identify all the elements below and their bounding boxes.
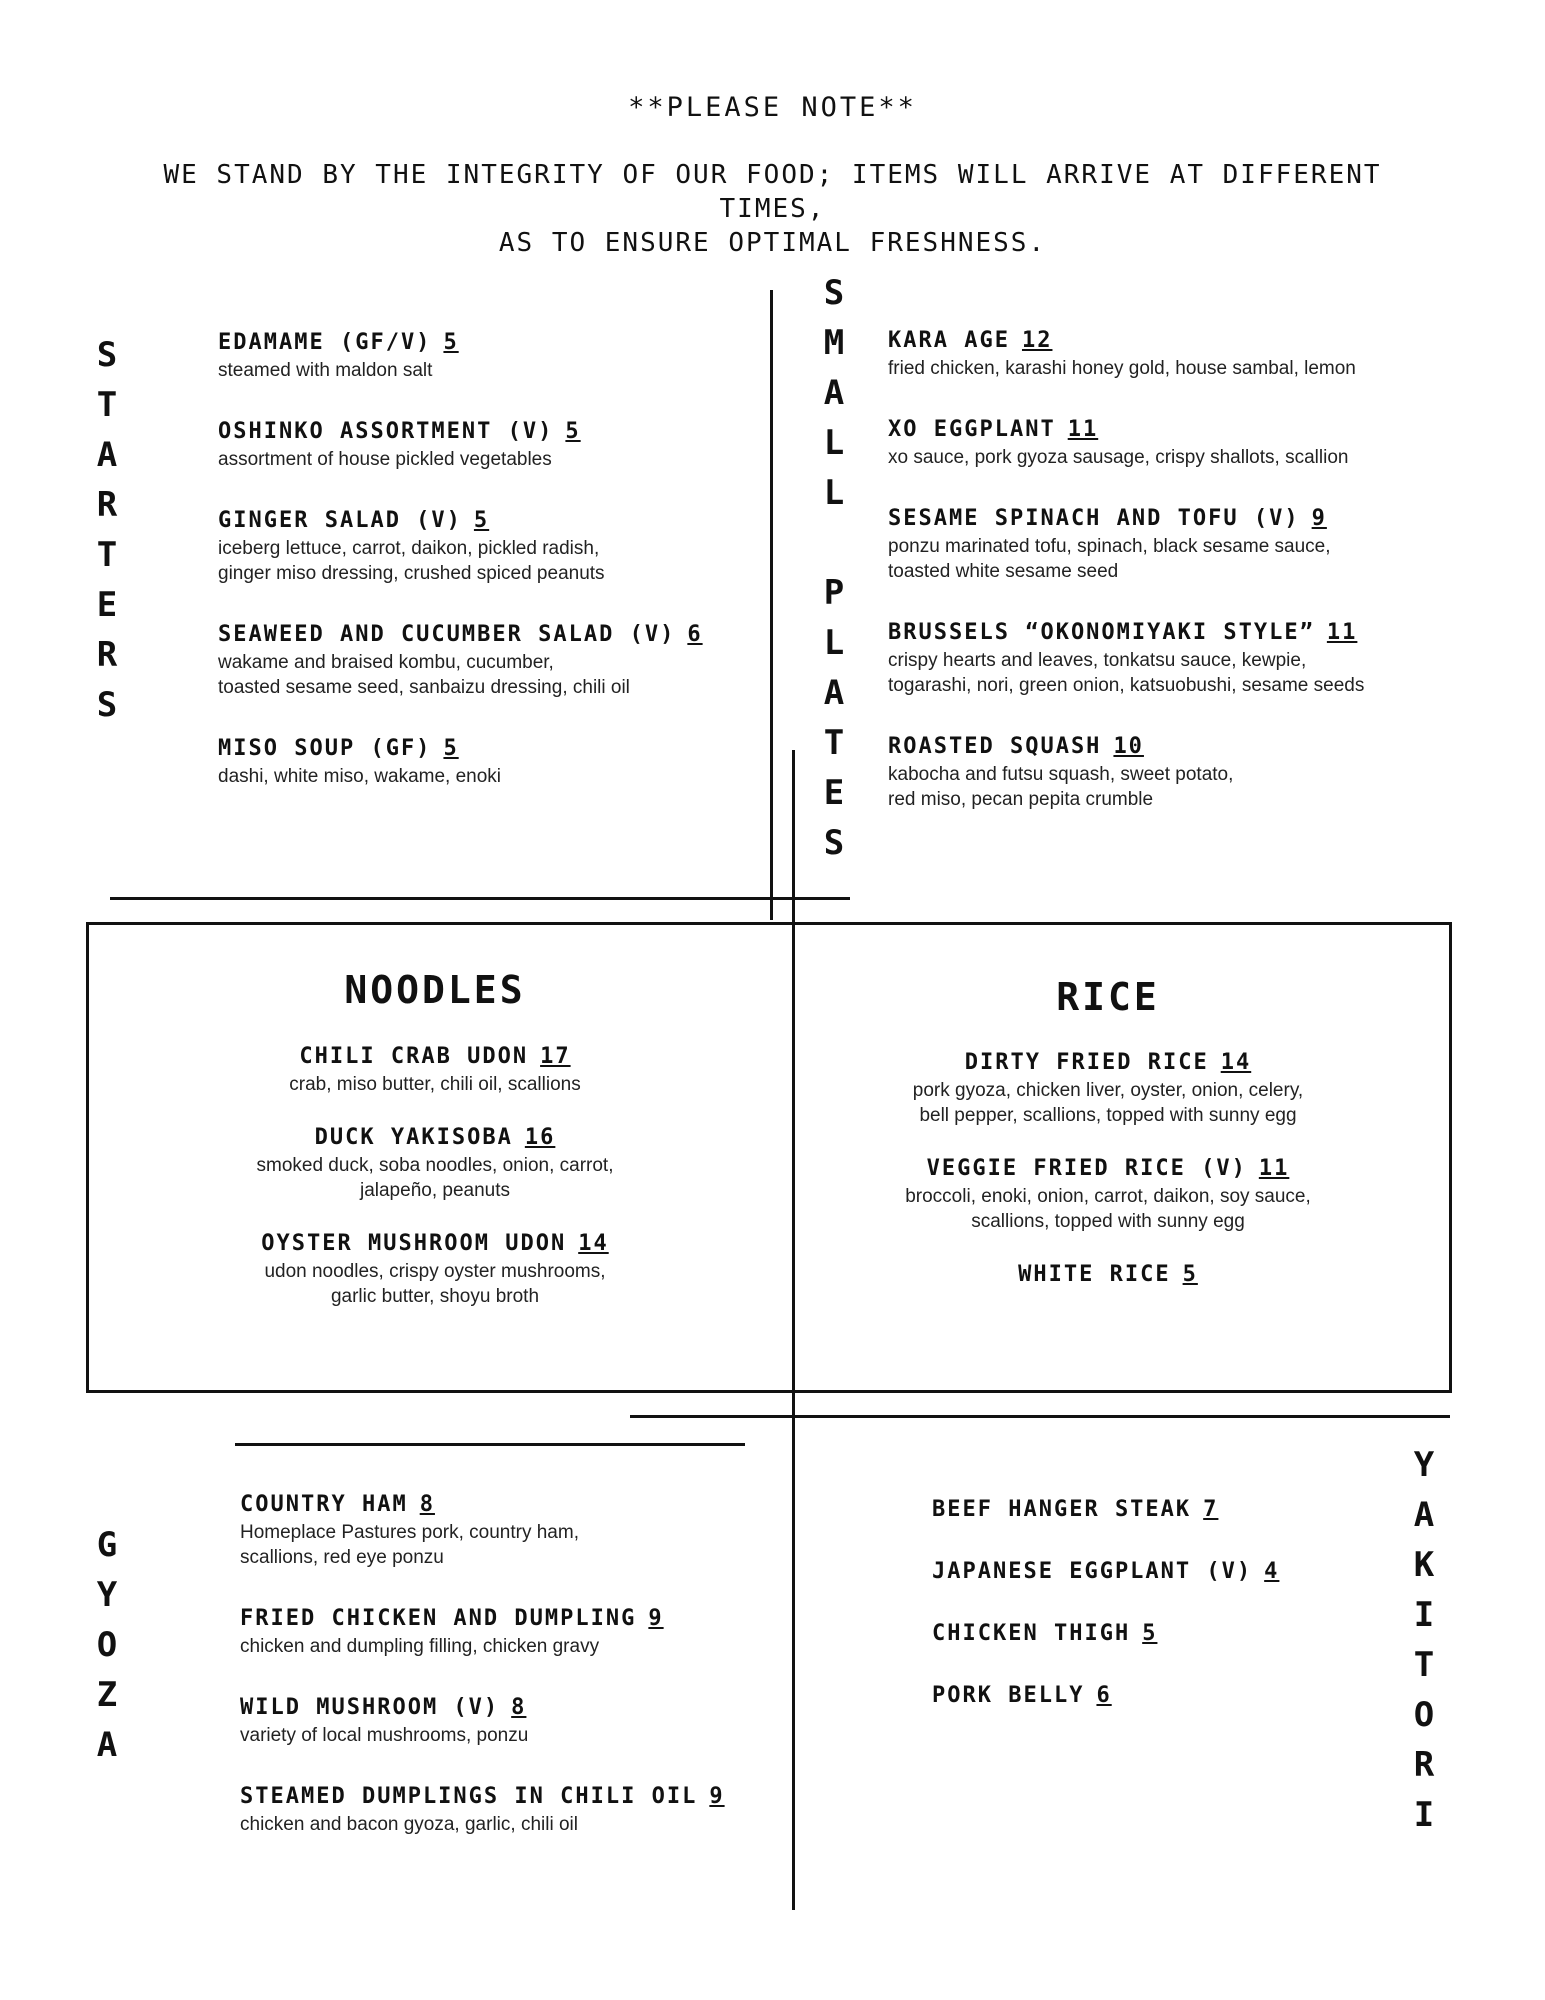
menu-item-description: xo sauce, pork gyoza sausage, crispy shallots, scallion: [888, 447, 1349, 468]
section-label-letter: S: [823, 273, 847, 313]
menu-item-title-line: [218, 417, 758, 447]
menu-item-price: 6: [1096, 1683, 1112, 1708]
menu-item-description: steamed with maldon salt: [218, 360, 433, 381]
menu-item: [888, 732, 1448, 812]
menu-item-description: ponzu marinated tofu, spinach, black sesame sauce,: [888, 536, 1331, 557]
menu-item: [932, 1619, 1372, 1649]
menu-item-description: garlic butter, shoyu broth: [330, 1286, 540, 1307]
menu-item-title-line: [218, 734, 758, 764]
menu-item-price: 11: [1326, 620, 1358, 645]
menu-item-description: scallions, red eye ponzu: [240, 1547, 444, 1568]
menu-item-name: CHICKEN THIGH: [932, 1621, 1131, 1646]
menu-item-name: JAPANESE EGGPLANT (V): [932, 1559, 1253, 1584]
menu-item-description: chicken and bacon gyoza, garlic, chili oil: [240, 1814, 578, 1835]
menu-item-title-line: [218, 506, 758, 536]
menu-item: [218, 620, 758, 700]
menu-item-description: pork gyoza, chicken liver, oyster, onion, celery,: [912, 1080, 1304, 1101]
menu-item-title-line: [240, 1693, 770, 1723]
section-label-letter: O: [1413, 1695, 1437, 1735]
menu-item: [205, 1123, 665, 1203]
section-label-letter: R: [1413, 1745, 1437, 1785]
menu-item-description: scallions, topped with sunny egg: [971, 1211, 1245, 1232]
menu-item-price: 5: [473, 508, 490, 533]
menu-item-description: crab, miso butter, chili oil, scallions: [289, 1074, 581, 1095]
menu-item-name: DIRTY FRIED RICE: [964, 1050, 1209, 1075]
menu-item-price: 11: [1258, 1156, 1290, 1181]
section-label-letter: R: [96, 485, 120, 525]
menu-item-title-line: [240, 1604, 770, 1634]
menu-item: [878, 1154, 1338, 1234]
menu-item-name: MISO SOUP (GF): [218, 736, 432, 761]
menu-item-price: 9: [648, 1606, 664, 1631]
menu-item-name: WILD MUSHROOM (V): [240, 1695, 500, 1720]
menu-item: [888, 618, 1448, 698]
menu-item-title-line: [205, 1042, 665, 1072]
yakitori-section-label: [1405, 1440, 1445, 1840]
menu-item-description: toasted white sesame seed: [888, 561, 1119, 582]
starters-item-list: [218, 328, 758, 823]
menu-item-price: 17: [540, 1044, 571, 1069]
menu-item-name: SEAWEED AND CUCUMBER SALAD (V): [218, 622, 676, 647]
menu-item-name: XO EGGPLANT: [888, 417, 1056, 442]
section-label-letter: A: [96, 435, 120, 475]
menu-item-description: fried chicken, karashi honey gold, house sambal, lemon: [888, 358, 1356, 379]
menu-item-title-line: [218, 328, 758, 358]
section-label-letter: T: [96, 385, 120, 425]
menu-item-name: KARA AGE: [888, 328, 1010, 353]
menu-item: [240, 1604, 770, 1659]
menu-item-price: 5: [443, 736, 459, 761]
menu-item-title-line: [240, 1490, 770, 1520]
menu-item-price: 8: [419, 1492, 435, 1517]
menu-item: [240, 1782, 770, 1837]
menu-item: [218, 506, 758, 586]
section-label-letter: K: [1413, 1545, 1437, 1585]
menu-item-name: FRIED CHICKEN AND DUMPLING: [240, 1606, 637, 1631]
menu-item-price: 8: [511, 1695, 527, 1720]
menu-item-description: iceberg lettuce, carrot, daikon, pickled radish,: [218, 538, 600, 559]
menu-item: [218, 734, 758, 789]
rice-item-list: [878, 1048, 1338, 1316]
menu-item-name: CHILI CRAB UDON: [299, 1044, 529, 1069]
menu-item-price: 5: [443, 330, 459, 355]
menu-item-name: STEAMED DUMPLINGS IN CHILI OIL: [240, 1784, 698, 1809]
section-label-letter: Y: [1413, 1445, 1437, 1485]
section-label-letter: A: [96, 1725, 120, 1765]
section-label-letter: Z: [96, 1675, 120, 1715]
small-plates-item-list: [888, 326, 1448, 846]
menu-item-title-line: [888, 415, 1448, 445]
menu-item-description: chicken and dumpling filling, chicken gravy: [240, 1636, 600, 1657]
noodles-item-list: [205, 1042, 665, 1335]
yakitori-item-list: [932, 1495, 1372, 1743]
menu-item-title-line: [878, 1048, 1338, 1078]
section-label-letter: L: [823, 623, 847, 663]
menu-item-description: variety of local mushrooms, ponzu: [240, 1725, 529, 1746]
menu-item-description: udon noodles, crispy oyster mushrooms,: [264, 1261, 606, 1282]
menu-item-title-line: [205, 1123, 665, 1153]
section-label-letter: L: [823, 473, 847, 513]
menu-item: [240, 1693, 770, 1748]
menu-item: [932, 1681, 1372, 1711]
section-label-letter: S: [96, 335, 120, 375]
section-label-letter: A: [823, 373, 847, 413]
menu-item-description: Homeplace Pastures pork, country ham,: [240, 1522, 579, 1543]
menu-item-title-line: [240, 1782, 770, 1812]
section-label-letter: S: [823, 823, 847, 863]
menu-item-description: ginger miso dressing, crushed spiced peanuts: [218, 563, 605, 584]
menu-item-description: wakame and braised kombu, cucumber,: [218, 652, 554, 673]
menu-item-name: WHITE RICE: [1018, 1262, 1171, 1287]
upper-horizontal-line: [110, 897, 850, 900]
note-text: [130, 158, 1415, 260]
section-label-letter: L: [823, 423, 847, 463]
menu-item: [888, 415, 1448, 470]
menu-item-title-line: [205, 1229, 665, 1259]
note-line-1: WE STAND BY THE INTEGRITY OF OUR FOOD; ITEMS WILL ARRIVE AT DIFFERENT TIMES,: [163, 160, 1382, 224]
menu-item-description: togarashi, nori, green onion, katsuobushi, sesame seeds: [888, 675, 1365, 696]
menu-item: [205, 1229, 665, 1309]
menu-item-title-line: [888, 504, 1448, 534]
menu-item: [932, 1557, 1372, 1587]
menu-item-title-line: [888, 618, 1448, 648]
section-label-letter: Y: [96, 1575, 120, 1615]
menu-item-title-line: [878, 1154, 1338, 1184]
menu-item-name: COUNTRY HAM: [240, 1492, 408, 1517]
lower-horizontal-line-right: [630, 1415, 1450, 1418]
menu-item-description: jalapeño, peanuts: [359, 1180, 510, 1201]
menu-item: [205, 1042, 665, 1097]
menu-item-price: 10: [1113, 734, 1144, 759]
gyoza-item-list: [240, 1490, 770, 1871]
menu-item-price: 6: [687, 622, 703, 647]
gyoza-section-label: [88, 1520, 128, 1770]
section-label-letter: I: [1413, 1795, 1437, 1835]
menu-item-name: BEEF HANGER STEAK: [932, 1497, 1192, 1522]
menu-item: [932, 1495, 1372, 1525]
menu-item-name: DUCK YAKISOBA: [314, 1125, 513, 1150]
menu-item-description: dashi, white miso, wakame, enoki: [218, 766, 502, 787]
menu-item-price: 12: [1021, 328, 1053, 353]
menu-item: [888, 326, 1448, 381]
menu-item-price: 7: [1203, 1497, 1219, 1522]
menu-item-title-line: [218, 620, 758, 650]
menu-item: [218, 417, 758, 472]
menu-item-price: 9: [1311, 506, 1327, 531]
small-plates-section-label: [815, 268, 855, 868]
menu-item: [888, 504, 1448, 584]
menu-item-price: 16: [524, 1125, 556, 1150]
noodles-title: NOODLES: [344, 968, 526, 1012]
section-label-letter: R: [96, 635, 120, 675]
menu-item: [878, 1260, 1338, 1290]
menu-item-price: 5: [1142, 1621, 1158, 1646]
menu-item-price: 5: [1182, 1262, 1198, 1287]
section-label-letter: A: [823, 673, 847, 713]
menu-item-name: BRUSSELS “OKONOMIYAKI STYLE”: [888, 620, 1315, 645]
menu-item: [878, 1048, 1338, 1128]
section-label-letter: S: [96, 685, 120, 725]
menu-item-description: red miso, pecan pepita crumble: [888, 789, 1154, 810]
section-label-letter: A: [1413, 1495, 1437, 1535]
menu-item-description: bell pepper, scallions, topped with sunny egg: [919, 1105, 1297, 1126]
starters-section-label: [88, 330, 128, 730]
section-label-letter: E: [96, 585, 120, 625]
menu-item-name: ROASTED SQUASH: [888, 734, 1102, 759]
section-label-letter: O: [96, 1625, 120, 1665]
section-label-letter: M: [823, 323, 847, 363]
section-label-letter: P: [823, 573, 847, 613]
menu-item-title-line: [888, 326, 1448, 356]
menu-item-description: crispy hearts and leaves, tonkatsu sauce, kewpie,: [888, 650, 1307, 671]
section-label-letter: T: [823, 723, 847, 763]
menu-item-price: 9: [709, 1784, 725, 1809]
menu-item-name: OSHINKO ASSORTMENT (V): [218, 419, 554, 444]
menu-item-name: EDAMAME (GF/V): [218, 330, 432, 355]
menu-item-price: 5: [565, 419, 581, 444]
menu-item: [218, 328, 758, 383]
menu-item: [240, 1490, 770, 1570]
menu-item-title-line: [932, 1495, 1372, 1525]
menu-item-title-line: [878, 1260, 1338, 1290]
menu-item-description: smoked duck, soba noodles, onion, carrot,: [256, 1155, 614, 1176]
menu-item-name: GINGER SALAD (V): [218, 508, 462, 533]
menu-item-description: toasted sesame seed, sanbaizu dressing, chili oil: [218, 677, 630, 698]
menu-item-title-line: [932, 1619, 1372, 1649]
section-label-letter: T: [1413, 1645, 1437, 1685]
note-title: **PLEASE NOTE**: [628, 92, 917, 123]
menu-item-price: 14: [1220, 1050, 1252, 1075]
section-label-letter: I: [1413, 1595, 1437, 1635]
menu-item-title-line: [888, 732, 1448, 762]
section-label-letter: E: [823, 773, 847, 813]
note-line-2: AS TO ENSURE OPTIMAL FRESHNESS.: [498, 228, 1047, 258]
menu-item-price: 14: [578, 1231, 609, 1256]
menu-item-description: kabocha and futsu squash, sweet potato,: [888, 764, 1234, 785]
lower-horizontal-line-left: [235, 1443, 745, 1446]
menu-item-description: broccoli, enoki, onion, carrot, daikon, soy sauce,: [905, 1186, 1311, 1207]
menu-item-name: PORK BELLY: [932, 1683, 1085, 1708]
menu-item-price: 11: [1067, 417, 1099, 442]
menu-item-name: SESAME SPINACH AND TOFU (V): [888, 506, 1300, 531]
menu-item-name: VEGGIE FRIED RICE (V): [926, 1156, 1247, 1181]
center-vertical-line-top: [770, 290, 773, 920]
rice-title: RICE: [1056, 975, 1160, 1019]
menu-item-description: assortment of house pickled vegetables: [218, 449, 552, 470]
menu-item-name: OYSTER MUSHROOM UDON: [261, 1231, 567, 1256]
section-label-letter: T: [96, 535, 120, 575]
menu-item-title-line: [932, 1681, 1372, 1711]
menu-item-price: 4: [1264, 1559, 1280, 1584]
menu-item-title-line: [932, 1557, 1372, 1587]
section-label-letter: G: [96, 1525, 120, 1565]
